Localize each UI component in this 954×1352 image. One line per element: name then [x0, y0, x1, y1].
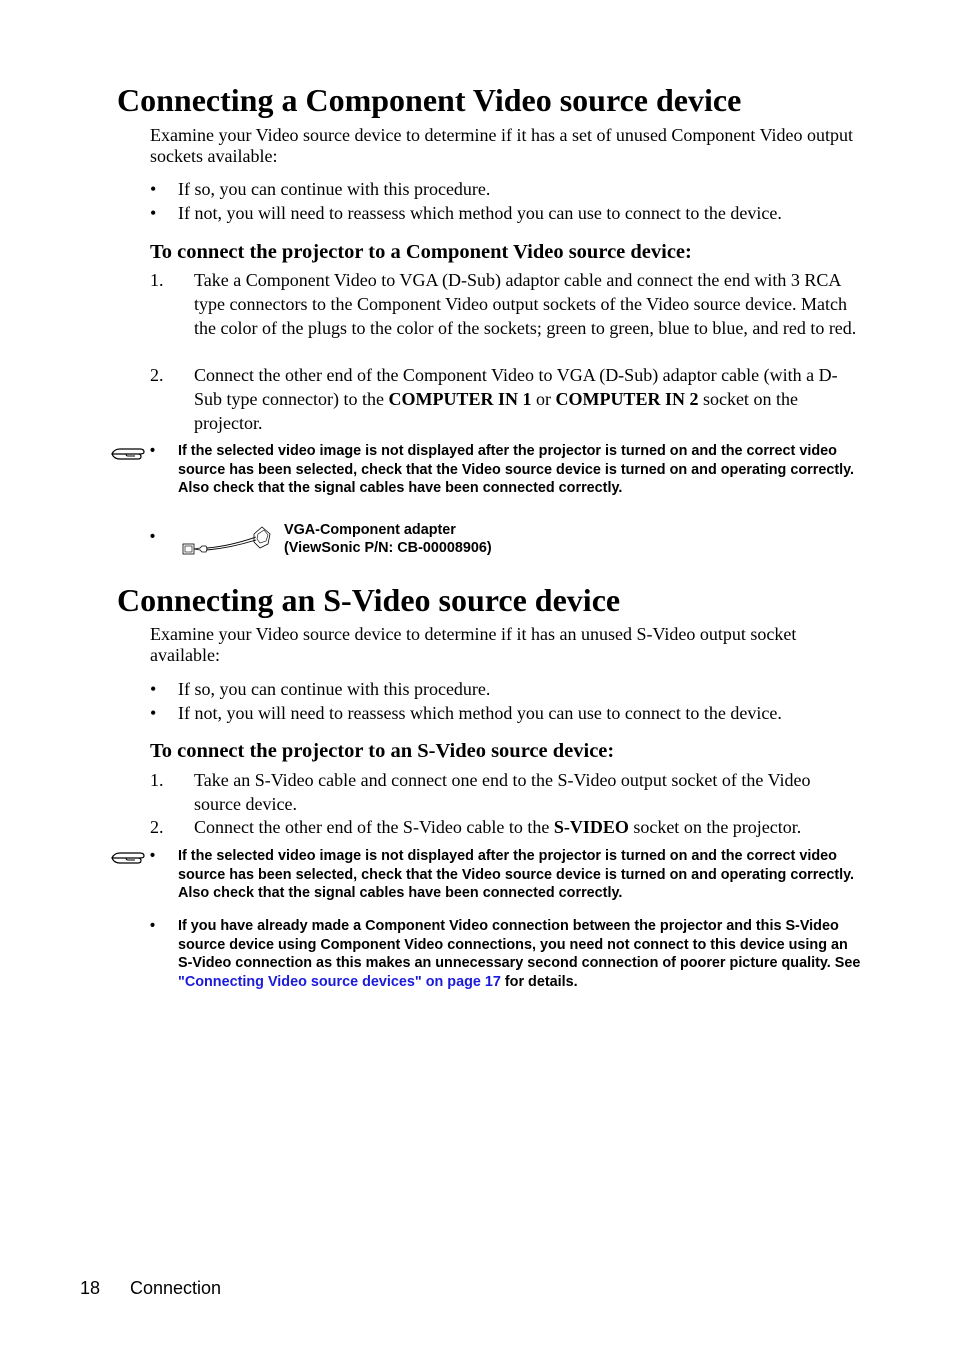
bullet-char: •: [150, 529, 156, 545]
step-text: Take a Component Video to VGA (D-Sub) adaptor cable and connect the end with 3 RCA type connectors to the Component Video output sockets of the Video source device. Match the color of the plugs to the color of the sockets; green to green, blue to blue, and red to red.: [194, 270, 857, 338]
note-text: If the selected video image is not displayed after the projector is turned on and the correct video source has been selected, check that the Video source device is turned on and operating correctly. Also check that the signal cables have been connected correctly.: [178, 848, 855, 901]
note-box: [150, 847, 862, 903]
procedure-step: [150, 363, 860, 435]
note-text: [178, 917, 862, 991]
note-box: [150, 442, 862, 498]
component-intro-paragraph: Examine your Video source device to determine if it has a set of unused Component Video output sockets available:: [150, 125, 854, 166]
bullet-text: If so, you can continue with this procedure.: [178, 679, 491, 699]
cross-reference-link[interactable]: "Connecting Video source devices" on page 17: [178, 973, 501, 990]
step-text-part: socket on the projector.: [628, 817, 802, 837]
page-number: 18: [80, 1278, 101, 1298]
step-text: Take an S-Video cable and connect one end to the S-Video output socket of the Video source device.: [194, 770, 811, 814]
step-text-part: Connect the other end of the S-Video cable to the: [194, 817, 554, 837]
bullet: •: [150, 848, 156, 864]
note-text: If the selected video image is not displayed after the projector is turned on and the correct video source has been selected, check that the Video source device is turned on and operating correctly. Also check that the signal cables have been connected correctly.: [178, 443, 855, 496]
list-item: [150, 177, 490, 201]
adapter-caption: [284, 521, 492, 557]
bullet: •: [150, 679, 157, 699]
bullet-text: If not, you will need to reassess which method you can use to connect to the device.: [178, 703, 782, 723]
s-video-socket-label: S-VIDEO: [553, 817, 629, 837]
step-text-part: Connect the other end of the Component Video to VGA (D-Sub) adaptor cable (with a D-Sub type connector) to the: [194, 365, 838, 409]
adapter-part-number: (ViewSonic P/N: CB-00008906): [284, 540, 492, 556]
step-text-part: or: [531, 389, 556, 409]
procedure-step: [150, 815, 860, 839]
procedure-step: [150, 268, 860, 340]
vga-component-adapter-icon: [180, 524, 272, 558]
computer-in-2-label: COMPUTER IN 2: [555, 389, 699, 409]
step-text: [194, 363, 860, 435]
step-number: 1.: [150, 270, 164, 290]
bullet: •: [150, 203, 157, 223]
footer-section-name: Connection: [130, 1278, 222, 1298]
step-number: 2.: [150, 817, 164, 837]
step-number: 1.: [150, 770, 164, 790]
component-procedure-heading: To connect the projector to a Component Video source device:: [150, 241, 692, 263]
procedure-step: [150, 768, 860, 816]
list-item: [150, 201, 782, 225]
list-item: [150, 677, 490, 701]
step-text-part: socket on the projector.: [194, 389, 798, 433]
s-video-intro-paragraph: Examine your Video source device to determine if it has an unused S-Video output socket available:: [150, 624, 797, 665]
note-box: [150, 917, 862, 991]
adapter-name: VGA-Component adapter: [284, 522, 456, 538]
bullet: •: [150, 703, 157, 723]
note-text-part: If you have already made a Component Video connection between the projector and this S-Video source device using Component Video connections, you need not connect to this device using an S-Video connection as this makes an unnecessary second connection of poorer picture quality. See: [178, 918, 861, 971]
section-title-s-video: Connecting an S-Video source device: [117, 582, 621, 618]
note-text-part: for details.: [500, 973, 578, 990]
bullet: •: [150, 918, 156, 934]
s-video-procedure-heading: To connect the projector to an S-Video source device:: [150, 740, 615, 762]
step-number: 2.: [150, 365, 164, 385]
note-pencil-icon: [110, 848, 148, 868]
bullet: •: [150, 179, 157, 199]
bullet-text: If not, you will need to reassess which method you can use to connect to the device.: [178, 203, 782, 223]
section-title-component-video: Connecting a Component Video source device: [117, 82, 742, 118]
computer-in-1-label: COMPUTER IN 1: [388, 389, 532, 409]
note-pencil-icon: [110, 444, 148, 464]
bullet: •: [150, 443, 156, 459]
bullet-text: If so, you can continue with this procedure.: [178, 179, 491, 199]
list-item: [150, 701, 782, 725]
step-text: [194, 815, 860, 839]
